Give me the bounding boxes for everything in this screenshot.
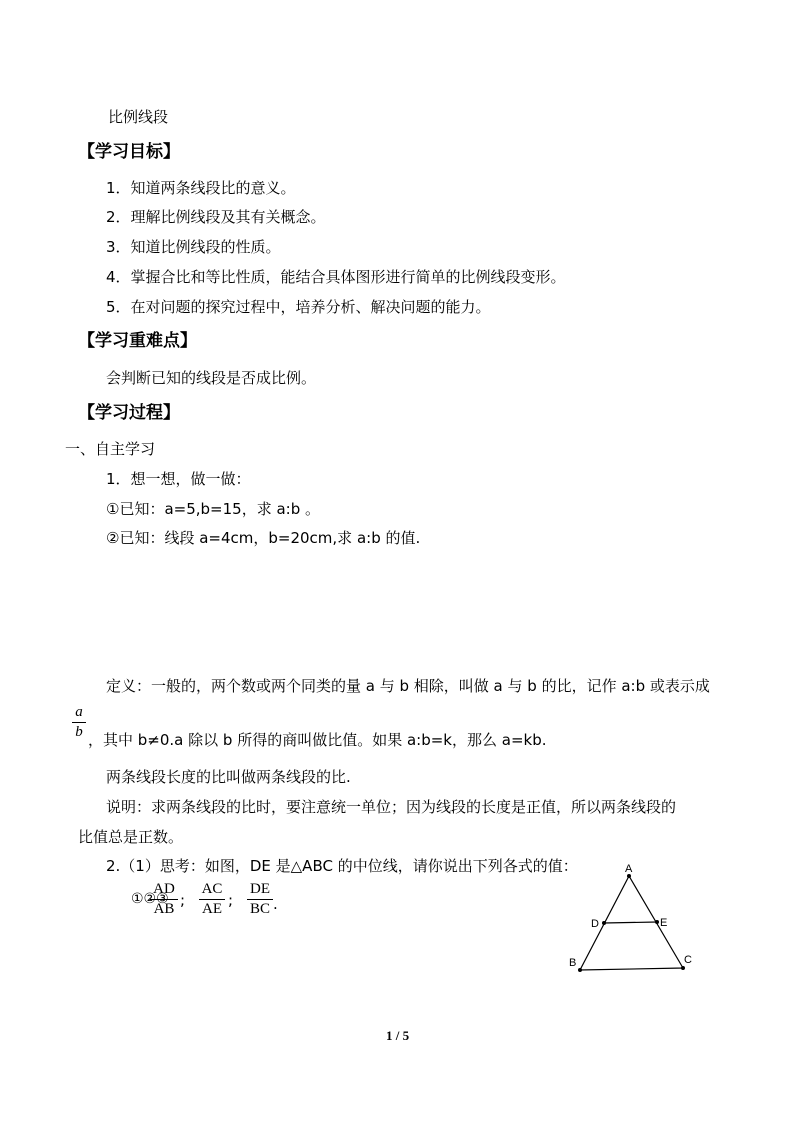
expr-numerator: AC bbox=[201, 881, 223, 897]
goals-heading: 【学习目标】 bbox=[78, 142, 180, 162]
fraction-bar bbox=[199, 899, 225, 900]
question-1a: ①已知：a=5,b=15，求 a:b 。 bbox=[106, 500, 320, 518]
expr-numerator: AD bbox=[153, 881, 175, 897]
key-text: 会判断已知的线段是否成比例。 bbox=[106, 369, 317, 387]
fraction-bar bbox=[150, 899, 178, 900]
part1-heading: 一、自主学习 bbox=[65, 440, 156, 458]
fraction-numerator: a bbox=[75, 704, 83, 720]
question-1: 1．想一想，做一做： bbox=[106, 470, 251, 488]
label-e: E bbox=[660, 917, 668, 929]
expr-denominator: BC bbox=[249, 901, 270, 917]
label-d: D bbox=[591, 918, 599, 930]
definition-line-2: ，其中 b≠0.a 除以 b 所得的商叫做比值。如果 a:b=k，那么 a=kb. bbox=[88, 731, 547, 749]
goal-item: 4．掌握合比和等比性质，能结合具体图形进行简单的比例线段变形。 bbox=[106, 268, 566, 286]
fraction-bar bbox=[72, 722, 86, 723]
separator: ; bbox=[228, 891, 234, 909]
goal-item: 2．理解比例线段及其有关概念。 bbox=[106, 208, 326, 226]
definition-line-1: 定义：一般的，两个数或两个同类的量 a 与 b 相除，叫做 a 与 b 的比，记作 a:b 或表示成 bbox=[106, 677, 710, 695]
note-line-2: 比值总是正数。 bbox=[78, 828, 184, 846]
fraction-a-over-b bbox=[72, 704, 86, 741]
expression-end: . bbox=[273, 895, 278, 913]
expr-denominator: AE bbox=[202, 901, 222, 917]
expr-numerator: DE bbox=[250, 881, 270, 897]
expr-ac-over-ae bbox=[199, 881, 225, 918]
label-c: C bbox=[684, 954, 692, 966]
label-b: B bbox=[569, 957, 577, 969]
process-heading: 【学习过程】 bbox=[78, 403, 180, 423]
question-1b: ②已知：线段 a=4cm，b=20cm,求 a:b 的值. bbox=[106, 529, 421, 547]
expr-ad-over-ab bbox=[150, 881, 178, 918]
page-number: 1 / 5 bbox=[386, 1028, 410, 1043]
midline-de bbox=[604, 922, 657, 923]
point-b bbox=[578, 968, 582, 972]
note-line-1: 说明：求两条线段的比时，要注意统一单位；因为线段的长度是正值，所以两条线段的 bbox=[106, 798, 677, 816]
separator: ; bbox=[180, 891, 186, 909]
goal-item: 3．知道比例线段的性质。 bbox=[106, 238, 281, 256]
label-a: A bbox=[625, 863, 633, 875]
fraction-bar bbox=[247, 899, 273, 900]
triangle-figure bbox=[560, 860, 700, 980]
expr-denominator: AB bbox=[153, 901, 175, 917]
definition-line-3: 两条线段长度的比叫做两条线段的比. bbox=[106, 768, 351, 786]
key-heading: 【学习重难点】 bbox=[78, 331, 197, 351]
expr-de-over-bc bbox=[247, 881, 273, 918]
page-title: 比例线段 bbox=[108, 108, 169, 126]
question-2: 2.（1）思考：如图，DE 是△ABC 的中位线，请你说出下列各式的值： bbox=[106, 857, 578, 875]
point-c bbox=[681, 966, 685, 970]
point-e bbox=[655, 920, 659, 924]
question-2-markers: ①②③ bbox=[131, 891, 169, 907]
point-d bbox=[602, 921, 606, 925]
fraction-denominator: b bbox=[75, 724, 83, 740]
goal-item: 1．知道两条线段比的意义。 bbox=[106, 179, 296, 197]
goal-item: 5．在对问题的探究过程中，培养分析、解决问题的能力。 bbox=[106, 298, 491, 316]
